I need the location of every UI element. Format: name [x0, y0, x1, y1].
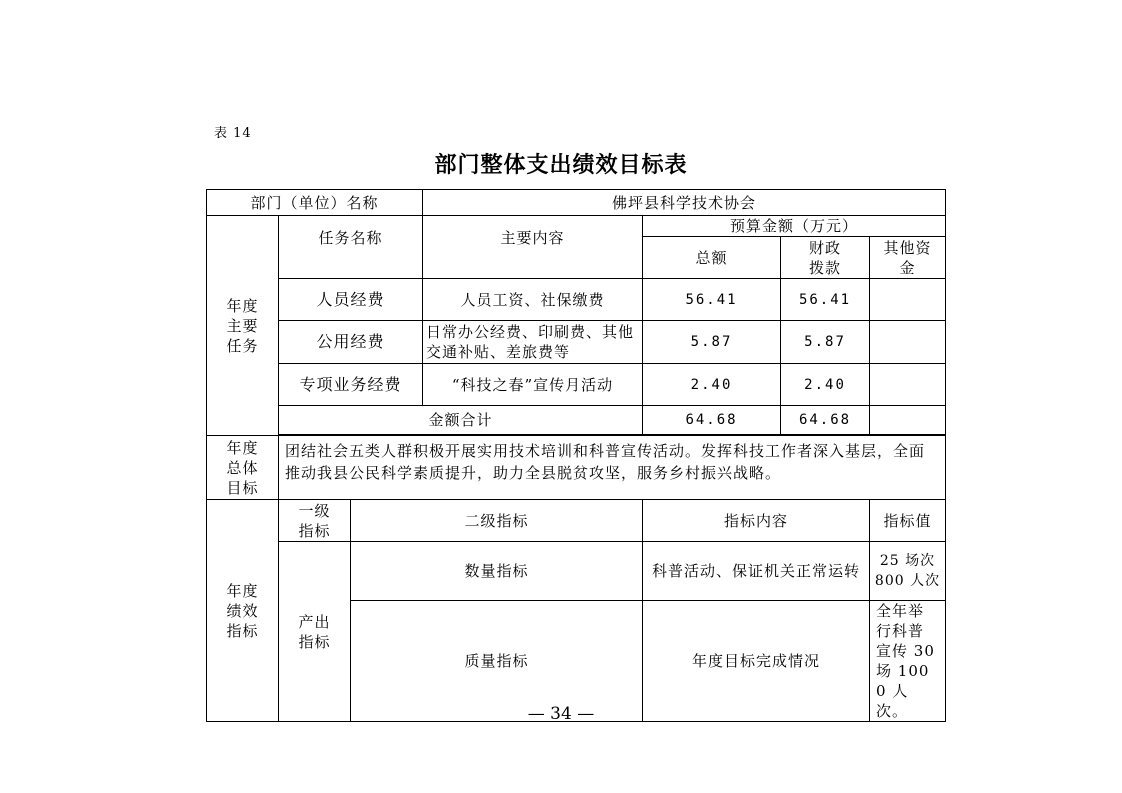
sum-row — [207, 406, 946, 435]
task-fiscal: 5.87 — [781, 321, 870, 364]
task-content: 日常办公经费、印刷费、其他交通补贴、差旅费等 — [423, 321, 643, 364]
task-other — [870, 364, 946, 406]
indicator-level2: 数量指标 — [351, 542, 643, 601]
task-content: “科技之春”宣传月活动 — [423, 364, 643, 406]
annual-tasks-label: 年度主要任务 — [207, 216, 279, 436]
dept-name-value: 佛坪县科学技术协会 — [423, 190, 946, 216]
other-header: 其他资金 — [870, 237, 946, 279]
task-total: 5.87 — [643, 321, 781, 364]
indicator-level2: 质量指标 — [351, 601, 643, 722]
indicator-content: 年度目标完成情况 — [643, 601, 870, 722]
sum-fiscal: 64.68 — [781, 406, 870, 435]
indicator-value-header: 指标值 — [870, 500, 946, 542]
task-fiscal: 56.41 — [781, 279, 870, 321]
table-number: 表 14 — [214, 126, 252, 141]
overall-goal-text: 团结社会五类人群积极开展实用技术培训和科普宣传活动。发挥科技工作者深入基层，全面推动我县公民科学素质提升，助力全县脱贫攻坚，服务乡村振兴战略。 — [279, 436, 946, 500]
task-name: 专项业务经费 — [279, 364, 423, 406]
task-name: 人员经费 — [279, 279, 423, 321]
sum-label: 金额合计 — [279, 406, 643, 435]
sum-total: 64.68 — [643, 406, 781, 435]
page-number: — 34 — — [527, 704, 595, 724]
main-content-header: 主要内容 — [423, 216, 643, 279]
task-fiscal: 2.40 — [781, 364, 870, 406]
table-row — [207, 542, 946, 601]
total-header: 总额 — [643, 237, 781, 279]
dept-name-label: 部门（单位）名称 — [207, 190, 423, 216]
task-other — [870, 321, 946, 364]
document-title: 部门整体支出绩效目标表 — [434, 153, 688, 178]
task-other — [870, 279, 946, 321]
fiscal-header: 财政拨款 — [781, 237, 870, 279]
table-row — [207, 321, 946, 364]
budget-header: 预算金额（万元） — [643, 216, 946, 237]
task-total: 2.40 — [643, 364, 781, 406]
task-name-header: 任务名称 — [279, 216, 423, 279]
performance-goal-table — [206, 189, 946, 722]
output-indicator-label: 产出指标 — [279, 542, 351, 722]
overall-goal-label: 年度总体目标 — [207, 436, 279, 500]
task-total: 56.41 — [643, 279, 781, 321]
indicator-content-header: 指标内容 — [643, 500, 870, 542]
indicator-value: 25 场次 800 人次 — [870, 542, 946, 601]
level2-header: 二级指标 — [351, 500, 643, 542]
sum-other — [870, 406, 946, 435]
level1-header: 一级指标 — [279, 500, 351, 542]
indicator-value: 全年举行科普宣传 30 场 1000 人次。 — [870, 601, 946, 722]
perf-indicators-label: 年度绩效指标 — [207, 500, 279, 722]
table-row — [207, 364, 946, 406]
task-name: 公用经费 — [279, 321, 423, 364]
indicator-content: 科普活动、保证机关正常运转 — [643, 542, 870, 601]
table-row — [207, 279, 946, 321]
task-content: 人员工资、社保缴费 — [423, 279, 643, 321]
